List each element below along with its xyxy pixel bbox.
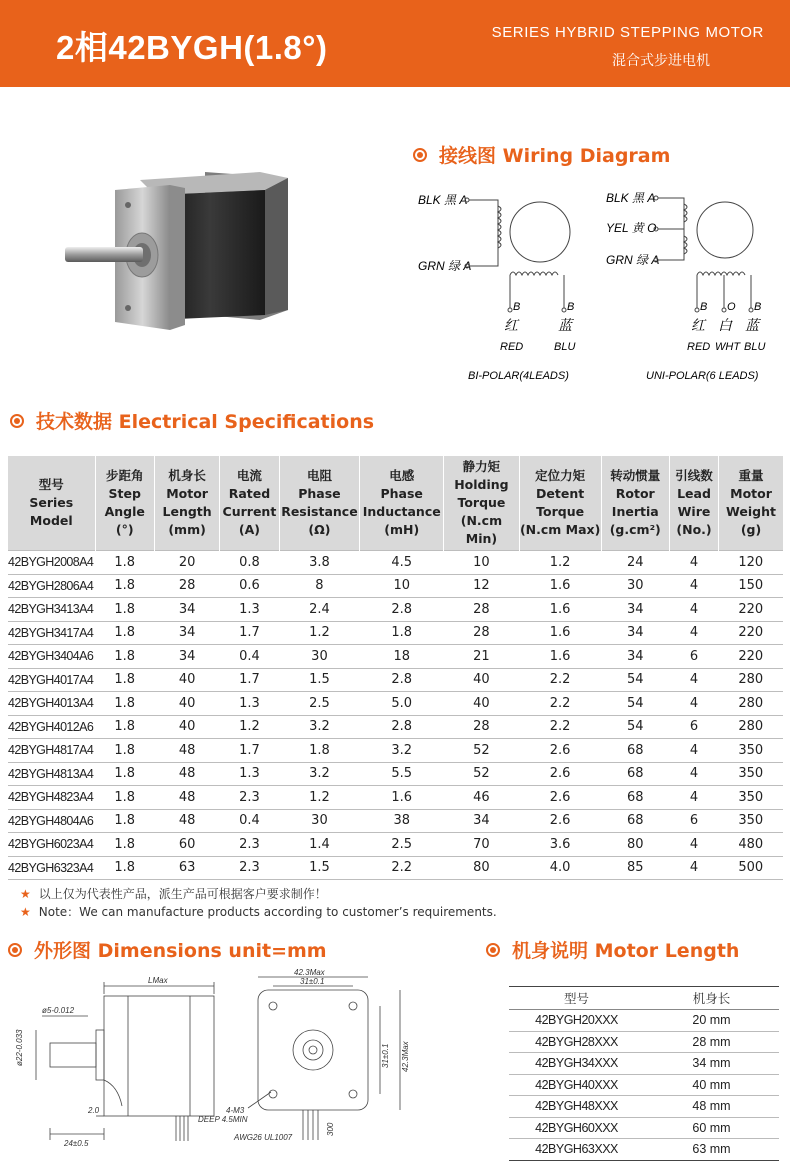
spec-cell: 4 [669, 574, 718, 598]
page-title: 2相42BYGH(1.8°) [56, 29, 328, 66]
spec-cell: 48 [154, 762, 219, 786]
spec-cell: 5.0 [360, 692, 444, 716]
spec-cell: 4 [669, 692, 718, 716]
spec-cell: 2.3 [220, 833, 279, 857]
header-subtitle-cn: 混合式步进电机 [612, 53, 710, 69]
spec-cell: 1.7 [220, 621, 279, 645]
spec-cell: 1.3 [220, 762, 279, 786]
dimensions-drawing [8, 968, 458, 1153]
length-value-cell: 34 mm [644, 1053, 779, 1075]
spec-header-cell: 引线数 Lead Wire (No.) [669, 456, 718, 551]
spec-cell: 4.5 [360, 551, 444, 575]
spec-cell: 4 [669, 833, 718, 857]
spec-cell: 48 [154, 739, 219, 763]
svg-text:BLU: BLU [554, 341, 576, 353]
svg-text:B: B [513, 301, 521, 313]
spec-cell: 2.2 [519, 715, 601, 739]
dim-boss-diameter: ø22-0.033 [15, 1029, 24, 1066]
svg-text:RED: RED [500, 341, 524, 353]
spec-cell: 1.2 [519, 551, 601, 575]
spec-cell: 2.3 [220, 856, 279, 880]
spec-cell: 34 [601, 645, 669, 669]
length-value-cell: 28 mm [644, 1031, 779, 1053]
spec-cell: 34 [154, 598, 219, 622]
model-cell: 42BYGH3404A6 [8, 645, 95, 669]
spec-cell: 1.4 [279, 833, 360, 857]
spec-cell: 1.2 [220, 715, 279, 739]
spec-cell: 40 [444, 668, 520, 692]
spec-cell: 0.8 [220, 551, 279, 575]
spec-cell: 350 [719, 762, 783, 786]
note-en: ★ Note：We can manufacture products according to customer’s requirements. [20, 905, 497, 919]
length-value-cell: 48 mm [644, 1096, 779, 1118]
spec-cell: 52 [444, 739, 520, 763]
spec-cell: 4 [669, 762, 718, 786]
spec-cell: 220 [719, 598, 783, 622]
dim-shaft-length: 24±0.5 [64, 1139, 89, 1148]
spec-cell: 2.8 [360, 715, 444, 739]
length-header-row [509, 987, 779, 1010]
spec-cell: 30 [601, 574, 669, 598]
electrical-spec-table [8, 456, 783, 880]
table-row [509, 1074, 779, 1096]
spec-header-row [8, 456, 783, 551]
spec-cell: 220 [719, 621, 783, 645]
spec-cell: 40 [444, 692, 520, 716]
bipolar-caption: BI-POLAR(4LEADS) [468, 370, 569, 382]
table-row [8, 833, 783, 857]
spec-cell: 3.2 [279, 762, 360, 786]
spec-cell: 0.4 [220, 645, 279, 669]
spec-cell: 1.8 [360, 621, 444, 645]
spec-cell: 6 [669, 715, 718, 739]
spec-cell: 1.8 [95, 833, 154, 857]
spec-cell: 10 [444, 551, 520, 575]
table-row [8, 786, 783, 810]
spec-cell: 1.6 [519, 645, 601, 669]
table-row [8, 762, 783, 786]
table-row [509, 1139, 779, 1161]
spec-cell: 2.6 [519, 739, 601, 763]
model-cell: 42BYGH6323A4 [8, 856, 95, 880]
unipolar-caption: UNI-POLAR(6 LEADS) [646, 370, 759, 382]
bipolar-blk-label: BLK 黑 A [418, 193, 468, 207]
spec-cell: 500 [719, 856, 783, 880]
spec-cell: 34 [154, 621, 219, 645]
unipolar-yel-label: YEL 黄 O [606, 221, 657, 235]
spec-header-cell: 转动惯量 Rotor Inertia (g.cm²) [601, 456, 669, 551]
spec-cell: 1.5 [279, 668, 360, 692]
motor-length-table [509, 986, 779, 1161]
header-banner [0, 0, 790, 87]
spec-header-cell: 机身长 Motor Length (mm) [154, 456, 219, 551]
dim-thread-depth: DEEP 4.5MIN [198, 1115, 248, 1124]
spec-cell: 6 [669, 809, 718, 833]
spec-cell: 1.7 [220, 739, 279, 763]
spec-cell: 38 [360, 809, 444, 833]
svg-text:白: 白 [718, 317, 732, 333]
spec-body [8, 551, 783, 880]
spec-cell: 54 [601, 692, 669, 716]
spec-cell: 4 [669, 551, 718, 575]
spec-cell: 80 [444, 856, 520, 880]
spec-cell: 150 [719, 574, 783, 598]
svg-text:红: 红 [504, 317, 518, 333]
svg-text:蓝: 蓝 [745, 317, 759, 333]
spec-cell: 2.6 [519, 809, 601, 833]
spec-cell: 1.8 [95, 598, 154, 622]
spec-cell: 46 [444, 786, 520, 810]
dim-lmax: LMax [148, 976, 168, 985]
spec-cell: 1.8 [95, 574, 154, 598]
svg-text:B: B [567, 301, 575, 313]
spec-cell: 4 [669, 598, 718, 622]
length-body [509, 1010, 779, 1161]
spec-cell: 350 [719, 739, 783, 763]
spec-cell: 2.8 [360, 668, 444, 692]
dim-height-max: 42.3Max [401, 1041, 410, 1072]
spec-cell: 2.2 [360, 856, 444, 880]
length-value-cell: 20 mm [644, 1010, 779, 1032]
spec-cell: 3.2 [279, 715, 360, 739]
spec-header-cell: 静力矩 Holding Torque (N.cm Min) [444, 456, 520, 551]
spec-cell: 4.0 [519, 856, 601, 880]
table-row [8, 598, 783, 622]
svg-text:WHT: WHT [715, 341, 741, 353]
dim-width-max: 42.3Max [294, 968, 325, 977]
spec-cell: 1.6 [519, 598, 601, 622]
dim-lead-length: 300 [326, 1122, 335, 1136]
spec-cell: 2.5 [360, 833, 444, 857]
bipolar-diagram [418, 193, 575, 382]
spec-cell: 85 [601, 856, 669, 880]
model-cell: 42BYGH4013A4 [8, 692, 95, 716]
length-model-cell: 42BYGH48XXX [509, 1096, 644, 1118]
model-cell: 42BYGH2008A4 [8, 551, 95, 575]
spec-cell: 28 [154, 574, 219, 598]
length-header-model: 型号 [509, 987, 644, 1010]
model-cell: 42BYGH4017A4 [8, 668, 95, 692]
spec-cell: 60 [154, 833, 219, 857]
table-row [509, 1010, 779, 1032]
spec-cell: 54 [601, 668, 669, 692]
specs-section-title: 技术数据 Electrical Specifications [10, 407, 374, 434]
spec-cell: 1.8 [95, 692, 154, 716]
spec-cell: 4 [669, 786, 718, 810]
wiring-section-title: 接线图 Wiring Diagram [413, 141, 670, 168]
spec-header-cell: 步距角 Step Angle (°) [95, 456, 154, 551]
length-value-cell: 60 mm [644, 1117, 779, 1139]
spec-cell: 280 [719, 692, 783, 716]
table-row [509, 1053, 779, 1075]
spec-cell: 350 [719, 786, 783, 810]
spec-cell: 8 [279, 574, 360, 598]
spec-cell: 2.6 [519, 762, 601, 786]
spec-cell: 70 [444, 833, 520, 857]
bullet-icon [413, 148, 427, 162]
length-model-cell: 42BYGH28XXX [509, 1031, 644, 1053]
spec-cell: 280 [719, 715, 783, 739]
spec-cell: 3.6 [519, 833, 601, 857]
length-header-length: 机身长 [644, 987, 779, 1010]
spec-cell: 0.6 [220, 574, 279, 598]
spec-cell: 1.8 [95, 715, 154, 739]
spec-cell: 0.4 [220, 809, 279, 833]
table-row [8, 645, 783, 669]
note-cn: ★ 以上仅为代表性产品，派生产品可根据客户要求制作！ [20, 887, 327, 901]
length-model-cell: 42BYGH20XXX [509, 1010, 644, 1032]
bullet-icon [8, 943, 22, 957]
length-model-cell: 42BYGH34XXX [509, 1053, 644, 1075]
spec-cell: 3.8 [279, 551, 360, 575]
spec-cell: 1.7 [220, 668, 279, 692]
spec-cell: 20 [154, 551, 219, 575]
table-row [8, 739, 783, 763]
dim-hole-spacing-x: 31±0.1 [300, 977, 325, 986]
spec-cell: 54 [601, 715, 669, 739]
spec-cell: 1.3 [220, 692, 279, 716]
spec-header-cell: 型号 Series Model [8, 456, 95, 551]
spec-cell: 1.5 [279, 856, 360, 880]
spec-cell: 6 [669, 645, 718, 669]
table-row [8, 856, 783, 880]
spec-cell: 40 [154, 692, 219, 716]
spec-cell: 4 [669, 668, 718, 692]
spec-cell: 2.8 [360, 598, 444, 622]
spec-cell: 1.8 [95, 786, 154, 810]
spec-cell: 350 [719, 809, 783, 833]
length-value-cell: 40 mm [644, 1074, 779, 1096]
spec-cell: 68 [601, 739, 669, 763]
bullet-icon [10, 414, 24, 428]
spec-cell: 68 [601, 786, 669, 810]
spec-cell: 48 [154, 786, 219, 810]
table-row [8, 692, 783, 716]
spec-cell: 1.6 [519, 621, 601, 645]
spec-header-cell: 电流 Rated Current (A) [220, 456, 279, 551]
spec-cell: 1.8 [95, 856, 154, 880]
spec-cell: 1.6 [360, 786, 444, 810]
header-subtitle-en: SERIES HYBRID STEPPING MOTOR [491, 24, 764, 41]
spec-cell: 28 [444, 621, 520, 645]
dim-shaft-diameter: ø5-0.012 [42, 1006, 75, 1015]
wiring-diagram [410, 180, 780, 385]
length-model-cell: 42BYGH60XXX [509, 1117, 644, 1139]
dim-hole-spacing-y: 31±0.1 [381, 1043, 390, 1068]
spec-cell: 2.5 [279, 692, 360, 716]
notes [20, 885, 497, 921]
spec-cell: 2.3 [220, 786, 279, 810]
spec-cell: 52 [444, 762, 520, 786]
spec-cell: 30 [279, 645, 360, 669]
spec-cell: 1.8 [95, 551, 154, 575]
dimensions-section-title: 外形图 Dimensions unit=mm [8, 936, 327, 963]
table-row [8, 621, 783, 645]
spec-cell: 34 [601, 621, 669, 645]
spec-cell: 28 [444, 598, 520, 622]
spec-cell: 4 [669, 856, 718, 880]
spec-cell: 2.2 [519, 692, 601, 716]
spec-cell: 5.5 [360, 762, 444, 786]
model-cell: 42BYGH4804A6 [8, 809, 95, 833]
model-cell: 42BYGH6023A4 [8, 833, 95, 857]
spec-cell: 3.2 [360, 739, 444, 763]
spec-header-cell: 定位力矩 Detent Torque (N.cm Max) [519, 456, 601, 551]
star-icon: ★ [20, 905, 31, 919]
svg-text:蓝: 蓝 [558, 317, 572, 333]
spec-cell: 1.2 [279, 621, 360, 645]
table-row [509, 1031, 779, 1053]
spec-cell: 1.6 [519, 574, 601, 598]
svg-text:O: O [727, 301, 736, 313]
spec-cell: 4 [669, 621, 718, 645]
star-icon: ★ [20, 887, 31, 901]
table-row [509, 1096, 779, 1118]
spec-cell: 1.8 [95, 645, 154, 669]
spec-cell: 12 [444, 574, 520, 598]
table-row [8, 574, 783, 598]
spec-cell: 34 [154, 645, 219, 669]
spec-cell: 1.8 [95, 621, 154, 645]
spec-cell: 40 [154, 715, 219, 739]
spec-cell: 21 [444, 645, 520, 669]
bipolar-grn-label: GRN 绿 A [418, 259, 472, 273]
spec-cell: 480 [719, 833, 783, 857]
spec-cell: 48 [154, 809, 219, 833]
model-cell: 42BYGH3413A4 [8, 598, 95, 622]
spec-cell: 68 [601, 762, 669, 786]
table-row [509, 1117, 779, 1139]
motor-photo [60, 150, 300, 340]
length-model-cell: 42BYGH63XXX [509, 1139, 644, 1161]
dim-wire-spec: AWG26 UL1007 [234, 1133, 293, 1142]
spec-cell: 1.2 [279, 786, 360, 810]
spec-cell: 2.6 [519, 786, 601, 810]
svg-text:BLU: BLU [744, 341, 766, 353]
spec-cell: 68 [601, 809, 669, 833]
spec-cell: 18 [360, 645, 444, 669]
spec-cell: 220 [719, 645, 783, 669]
unipolar-grn-label: GRN 绿 A [606, 253, 660, 267]
spec-header-cell: 电感 Phase Inductance (mH) [360, 456, 444, 551]
spec-cell: 4 [669, 739, 718, 763]
svg-text:红: 红 [691, 317, 705, 333]
spec-header-cell: 重量 Motor Weight (g) [719, 456, 783, 551]
spec-header-cell: 电阻 Phase Resistance (Ω) [279, 456, 360, 551]
spec-cell: 1.8 [279, 739, 360, 763]
spec-cell: 120 [719, 551, 783, 575]
table-row [8, 551, 783, 575]
unipolar-blk-label: BLK 黑 A [606, 191, 656, 205]
svg-text:RED: RED [687, 341, 711, 353]
model-cell: 42BYGH4817A4 [8, 739, 95, 763]
model-cell: 42BYGH2806A4 [8, 574, 95, 598]
spec-cell: 28 [444, 715, 520, 739]
spec-cell: 1.8 [95, 762, 154, 786]
spec-cell: 63 [154, 856, 219, 880]
table-row [8, 715, 783, 739]
table-row [8, 809, 783, 833]
spec-cell: 1.3 [220, 598, 279, 622]
dim-boss-height: 2.0 [88, 1106, 100, 1115]
spec-cell: 80 [601, 833, 669, 857]
model-cell: 42BYGH4813A4 [8, 762, 95, 786]
model-cell: 42BYGH3417A4 [8, 621, 95, 645]
spec-cell: 40 [154, 668, 219, 692]
spec-cell: 2.4 [279, 598, 360, 622]
spec-cell: 34 [444, 809, 520, 833]
model-cell: 42BYGH4823A4 [8, 786, 95, 810]
model-cell: 42BYGH4012A6 [8, 715, 95, 739]
svg-text:B: B [700, 301, 708, 313]
spec-cell: 10 [360, 574, 444, 598]
spec-cell: 2.2 [519, 668, 601, 692]
spec-cell: 1.8 [95, 809, 154, 833]
spec-cell: 34 [601, 598, 669, 622]
svg-text:B: B [754, 301, 762, 313]
spec-cell: 24 [601, 551, 669, 575]
length-value-cell: 63 mm [644, 1139, 779, 1161]
spec-cell: 1.8 [95, 739, 154, 763]
spec-cell: 30 [279, 809, 360, 833]
length-model-cell: 42BYGH40XXX [509, 1074, 644, 1096]
bullet-icon [486, 943, 500, 957]
table-row [8, 668, 783, 692]
motor-length-section-title: 机身说明 Motor Length [486, 936, 739, 963]
unipolar-diagram [606, 191, 765, 382]
spec-cell: 280 [719, 668, 783, 692]
dim-thread: 4-M3 [226, 1106, 245, 1115]
spec-cell: 1.8 [95, 668, 154, 692]
